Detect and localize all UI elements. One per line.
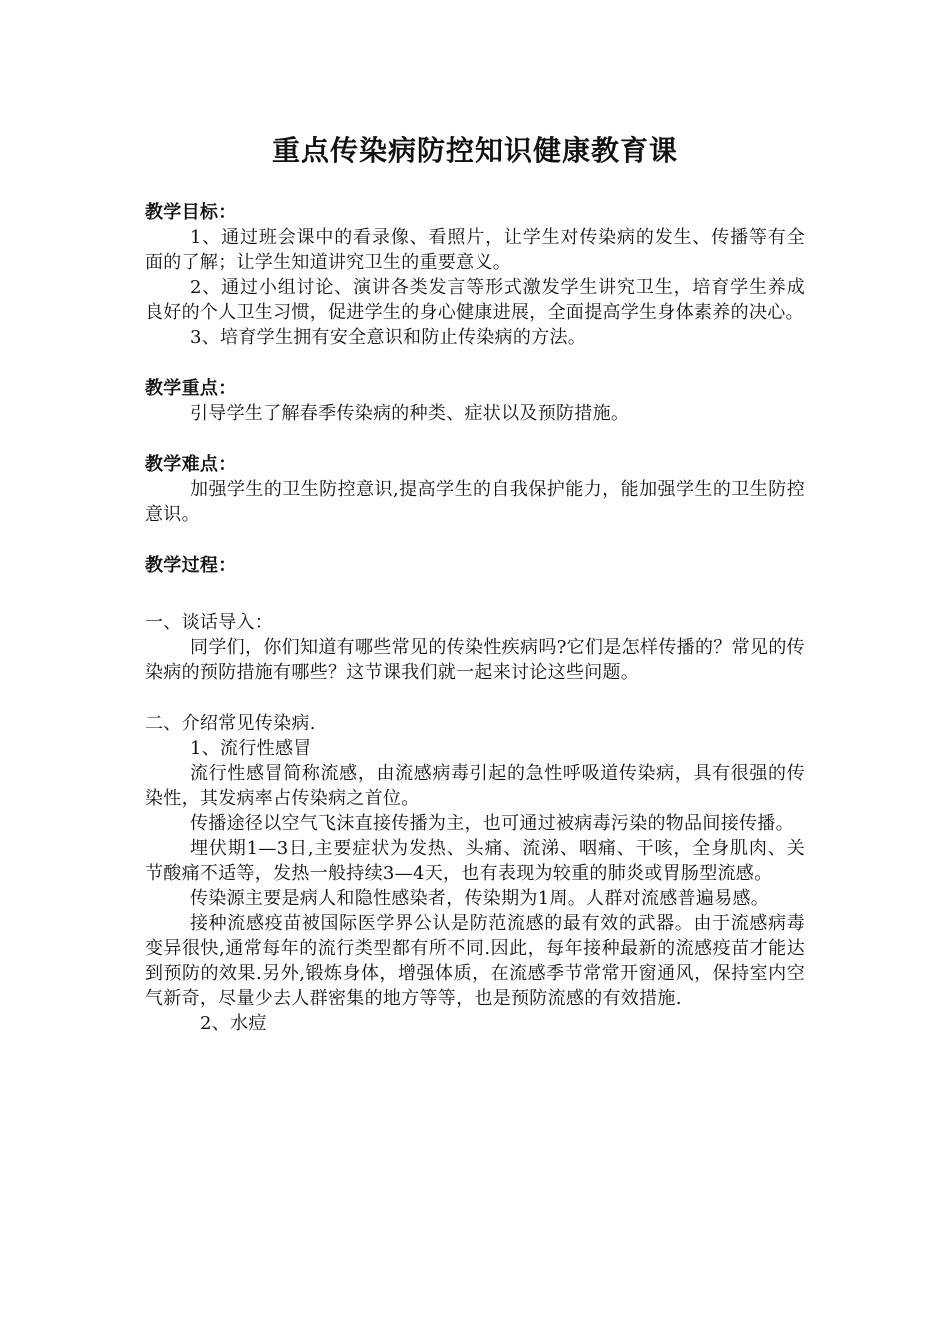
objective-item-2: 2、通过小组讨论、演讲各类发言等形式激发学生讲究卫生，培育学生养成良好的个人卫生习惯，促进学生的身心健康进展，全面提高学生身体素养的决心。 — [145, 277, 805, 323]
key-points-text: 引导学生了解春季传染病的种类、症状以及预防措施。 — [190, 403, 630, 424]
spacer — [145, 685, 805, 711]
objective-item-3: 3、培育学生拥有安全意识和防止传染病的方法。 — [190, 327, 587, 348]
objective-item-1: 1、通过班会课中的看录像、看照片，让学生对传染病的发生、传播等有全面的了解；让学生知道讲究卫生的重要意义。 — [145, 227, 805, 273]
intro-text: 同学们，你们知道有哪些常见的传染性疾病吗?它们是怎样传播的？常见的传染病的预防措施有哪些？这节课我们就一起来讨论这些问题。 — [145, 637, 805, 683]
spacer — [145, 527, 805, 553]
spacer — [145, 578, 805, 610]
flu-paragraph-1: 流行性感冒简称流感，由流感病毒引起的急性呼吸道传染病，具有很强的传染性，其发病率占传染病之首位。 — [145, 763, 805, 809]
key-points-heading: 教学重点： — [145, 378, 237, 399]
difficulties-text: 加强学生的卫生防控意识,提高学生的自我保护能力，能加强学生的卫生防控意识。 — [145, 479, 805, 525]
difficulties-heading: 教学难点： — [145, 454, 237, 475]
process-heading: 教学过程： — [145, 555, 237, 576]
spacer — [145, 350, 805, 376]
flu-paragraph-2: 传播途径以空气飞沫直接传播为主，也可通过被病毒污染的物品间接传播。 — [190, 813, 794, 834]
objectives-heading: 教学目标： — [145, 202, 237, 223]
flu-title: 1、流行性感冒 — [190, 738, 312, 759]
flu-paragraph-4: 传染源主要是病人和隐性感染者，传染期为1周。人群对流感普遍易感。 — [190, 888, 770, 909]
flu-paragraph-5: 接种流感疫苗被国际医学界公认是防范流感的最有效的武器。由于流感病毒变异很快,通常每年的流行类型都有所不同.因此，每年接种最新的流感疫苗才能达到预防的效果.另外,锻炼身体，增强体质，在流感季节常常开窗通风，保持室内空气新奇，尽量少去人群密集的地方等等，也是预防流感的有效措施. — [145, 913, 805, 1009]
flu-paragraph-3: 埋伏期1—3日,主要症状为发热、头痛、流涕、咽痛、干咳，全身肌肉、关节酸痛不适等，发热一般持续3—4天，也有表现为较重的肺炎或胃肠型流感。 — [145, 838, 805, 884]
intro-title: 一、谈话导入： — [145, 612, 274, 633]
page-title: 重点传染病防控知识健康教育课 — [271, 134, 678, 167]
chickenpox-title: 2、水痘 — [200, 1013, 267, 1034]
spacer — [145, 426, 805, 452]
diseases-title: 二、介绍常见传染病. — [145, 713, 316, 734]
document-body — [145, 200, 805, 1036]
